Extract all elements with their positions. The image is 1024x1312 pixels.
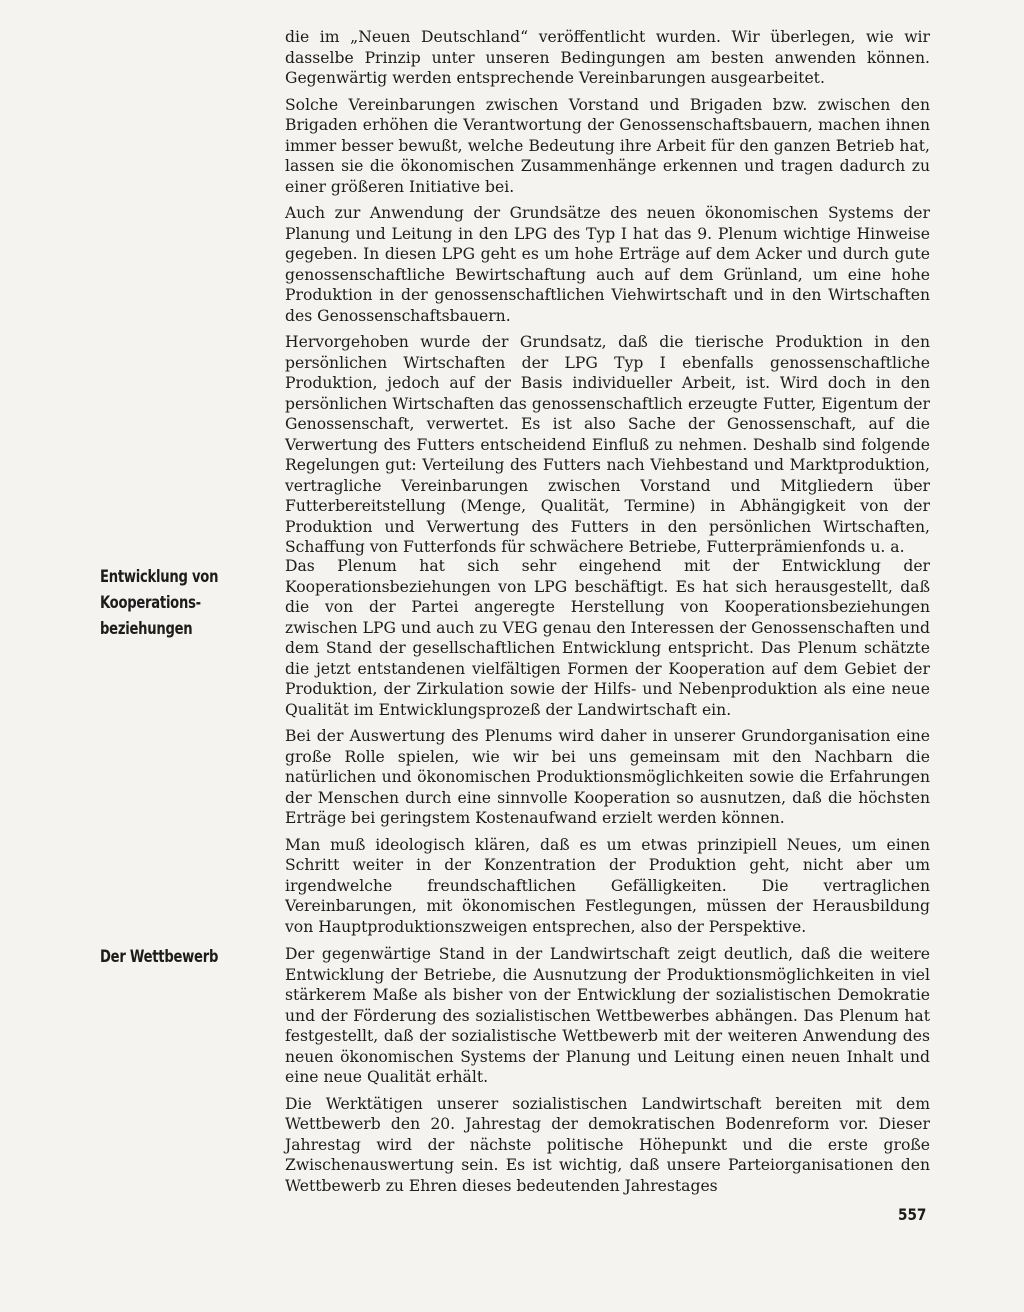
paragraph: Auch zur Anwendung der Grundsätze des neuen ökonomischen Systems der Planung und Leitung in den LPG des Typ I hat das 9. Plenum wichtige Hinweise gegeben. In diesen LPG geht es um hohe Erträge auf dem Acker und durch gute genossenschaftliche Bewirtschaftung auch auf dem Grünland, um eine hohe Produktion in der genossenschaftlichen Viehwirtschaft und in den Wirtschaften des Genossenschaftsbauern.	[285, 204, 930, 325]
section-intro-text	[285, 27, 930, 564]
page-number: 557	[898, 1205, 927, 1224]
paragraph: Der gegenwärtige Stand in der Landwirtschaft zeigt deutlich, daß die weitere Entwicklung der Betriebe, die Ausnutzung der Produktionsmöglichkeiten in viel stärkerem Maße als bisher von der Entwicklung der sozialistischen Demokratie und der Förderung des sozialistischen Wettbewerbes abhängen. Das Plenum hat festgestellt, daß der sozialistische Wettbewerb mit der weiteren Anwendung des neuen ökonomischen Systems der Planung und Leitung einen neuen Inhalt und eine neue Qualität erhält.	[285, 945, 930, 1086]
paragraph: Hervorgehoben wurde der Grundsatz, daß die tierische Produktion in den persönlichen Wirtschaften der LPG Typ I ebenfalls genossenschaftliche Produktion, jedoch auf der Basis individueller Arbeit, ist. Wird doch in den persönlichen Wirtschaften das genossenschaftlich erzeugte Futter, Eigentum der Genossenschaft, verwertet. Es ist also Sache der Genossenschaft, auf die Verwertung des Futters entscheidend Einfluß zu nehmen. Deshalb sind folgende Regelungen gut: Verteilung des Futters nach Viehbestand und Marktproduktion, vertragliche Vereinbarungen zwischen Vorstand und Mitgliedern über Futterbereitstellung (Menge, Qualität, Termine) in Abhängigkeit von der Produktion und Verwertung des Futters in den persönlichen Wirtschaften, Schaffung von Futterfonds für schwächere Betriebe, Futterprämienfonds u. a.	[285, 333, 930, 556]
paragraph: Bei der Auswertung des Plenums wird daher in unserer Grundorganisation eine große Rolle spielen, wie wir bei uns gemeinsam mit den Nachbarn die natürlichen und ökonomischen Produktionsmöglichkeiten sowie die Erfahrungen der Menschen durch eine sinnvolle Kooperation so ausnutzen, daß die höchsten Erträge bei geringstem Kostenaufwand erzielt werden können.	[285, 727, 930, 827]
section-kooperation-text	[285, 556, 930, 943]
paragraph: Das Plenum hat sich sehr eingehend mit der Entwicklung der Kooperationsbeziehungen von LPG beschäftigt. Es hat sich herausgestellt, daß die von der Partei angeregte Herstellung von Kooperationsbeziehungen zwischen LPG und auch zu VEG genau den Interessen der Genossenschaften und dem Stand der gesellschaftlichen Entwicklung entspricht. Das Plenum schätzte die jetzt entstandenen vielfältigen Formen der Kooperation auf dem Gebiet der Produktion, der Zirkulation sowie der Hilfs- und Nebenproduktion als eine neue Qualität im Entwicklungsprozeß der Landwirtschaft ein.	[285, 557, 930, 719]
section-heading-wettbewerb: Der Wettbewerb	[100, 947, 219, 967]
paragraph: Solche Vereinbarungen zwischen Vorstand und Brigaden bzw. zwischen den Brigaden erhöhen die Verantwortung der Genossenschaftsbauern, machen ihnen immer besser bewußt, welche Bedeutung ihre Arbeit für den ganzen Betrieb hat, lassen sie die ökonomischen Zusammenhänge erkennen und tragen dadurch zu einer größeren Initiative bei.	[285, 95, 930, 196]
paragraph: Man muß ideologisch klären, daß es um etwas prinzipiell Neues, um einen Schritt weiter in der Konzentration der Produktion geht, nicht aber um irgendwelche freundschaftlichen Gefälligkeiten. Die vertraglichen Vereinbarungen, mit ökonomischen Festlegungen, müssen der Herausbildung von Hauptproduktionszweigen entsprechen, also der Perspektive.	[285, 835, 930, 936]
paragraph: Die Werktätigen unserer sozialistischen Landwirtschaft bereiten mit dem Wettbewerb den 20. Jahrestag der demokratischen Bodenreform vor. Dieser Jahrestag wird der nächste politische Höhepunkt und die erste große Zwischenauswertung sein. Es ist wichtig, daß unsere Parteiorganisationen den Wettbewerb zu Ehren dieses bedeutenden Jahrestages	[285, 1094, 930, 1195]
section-wettbewerb-text	[285, 944, 930, 1202]
paragraph: die im „Neuen Deutschland“ veröffentlicht wurden. Wir überlegen, wie wir dasselbe Prinzip unter unseren Bedingungen am besten anwenden können. Gegenwärtig werden entsprechende Vereinbarungen ausgearbeitet.	[285, 28, 930, 87]
section-heading-kooperation: Entwicklung von Kooperations- beziehungen	[100, 567, 219, 639]
